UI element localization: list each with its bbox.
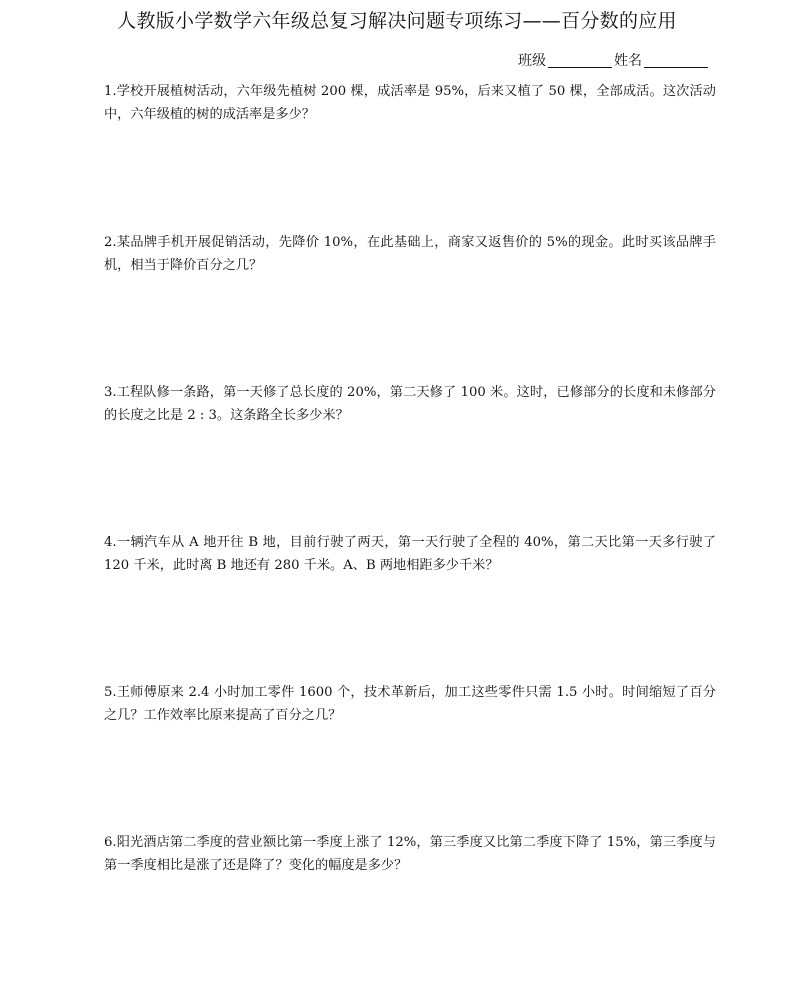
question-6: 6.阳光酒店第二季度的营业额比第一季度上涨了 12%，第三季度又比第二季度下降了 15%，第三季度与第一季度相比是涨了还是降了？变化的幅度是多少？	[104, 835, 716, 873]
class-label: 班级	[518, 53, 546, 69]
question-1: 1.学校开展植树活动，六年级先植树 200 棵，成活率是 95%，后来又植了 50 棵，全部成活。这次活动中，六年级植的树的成活率是多少？	[104, 84, 716, 122]
student-info	[518, 50, 710, 70]
question-4: 4.一辆汽车从 A 地开往 B 地，目前行驶了两天，第一天行驶了全程的 40%，第二天比第一天多行驶了 120 千米，此时离 B 地还有 280 千米。A、B 两地相距多少千米？	[104, 535, 716, 573]
question-3: 3.工程队修一条路，第一天修了总长度的 20%，第二天修了 100 米。这时，已修部分的长度和未修部分的长度之比是 2 : 3。这条路全长多少米？	[104, 385, 716, 423]
page-title: 人教版小学数学六年级总复习解决问题专项练习——百分数的应用	[117, 10, 677, 32]
name-blank[interactable]	[644, 53, 708, 68]
class-blank[interactable]	[548, 53, 612, 68]
question-5: 5.王师傅原来 2.4 小时加工零件 1600 个，技术革新后，加工这些零件只需 1.5 小时。时间缩短了百分之几？工作效率比原来提高了百分之几？	[104, 685, 716, 723]
question-2: 2.某品牌手机开展促销活动，先降价 10%，在此基础上，商家又返售价的 5%的现金。此时买该品牌手机，相当于降价百分之几？	[104, 235, 716, 273]
name-label: 姓名	[614, 53, 642, 69]
